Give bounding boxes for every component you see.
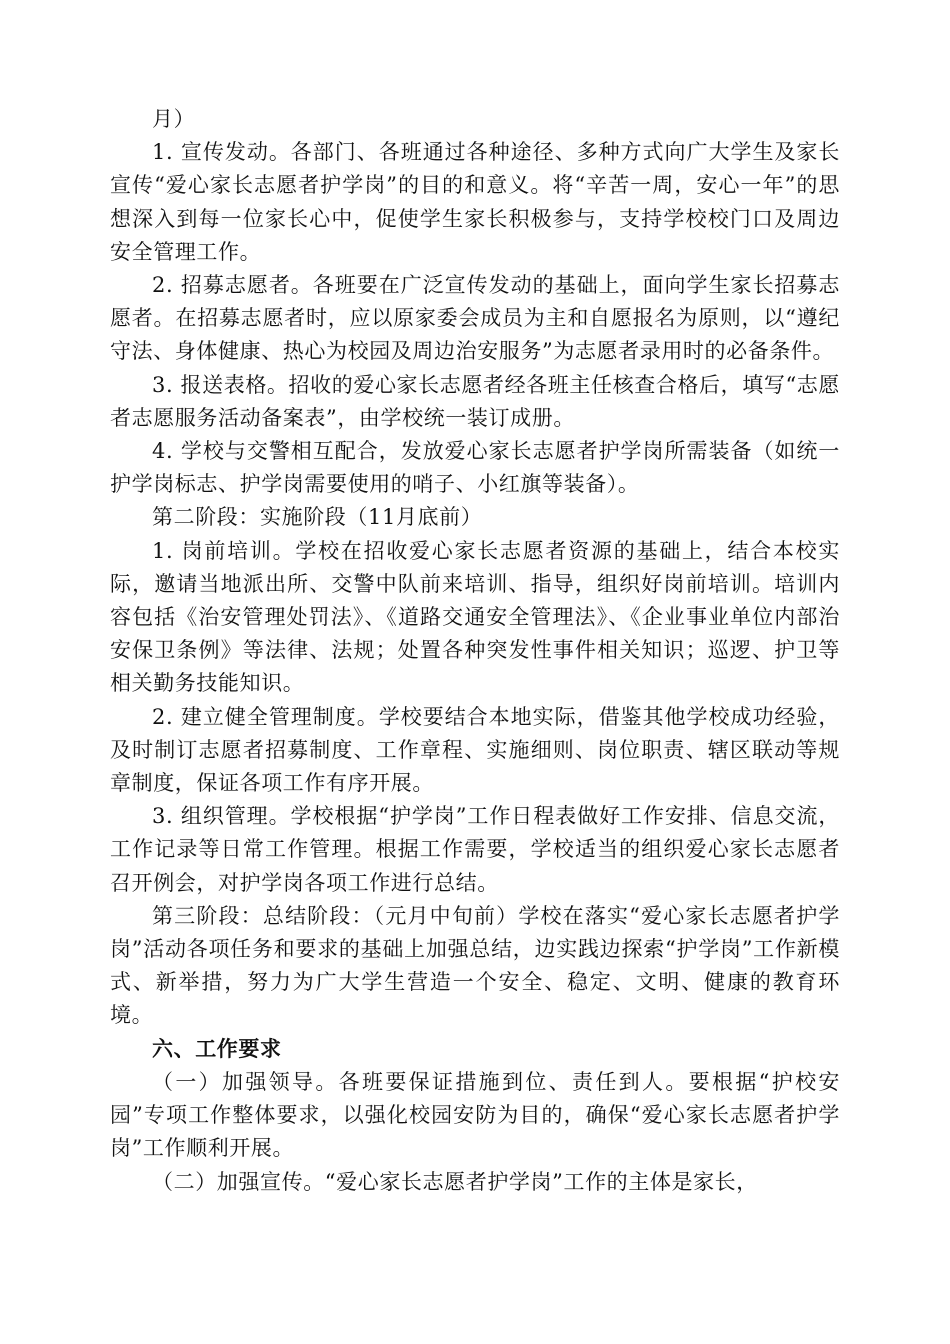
requirement-leadership: （一）加强领导。各班要保证措施到位、责任到人。要根据“护校安园”专项工作整体要求，以强化校园安防为目的，确保“爱心家长志愿者护学岗”工作顺利开展。 [110,1069,840,1161]
paragraph-publicity: 1. 宣传发动。各部门、各班通过各种途径、多种方式向广大学生及家长宣传“爱心家长志愿者护学岗”的目的和意义。将“辛苦一周，安心一年”的思想深入到每一位家长心中，促使学生家长积极参与，支持学校校门口及周边安全管理工作。 [110,140,840,264]
paragraph-training: 1. 岗前培训。学校在招收爱心家长志愿者资源的基础上，结合本校实际，邀请当地派出所、交警中队前来培训、指导，组织好岗前培训。培训内容包括《治安管理处罚法》、《道路交通安全管理法》、《企业事业单位内部治安保卫条例》等法律、法规；处置各种突发性事件相关知识；巡逻、护卫等相关勤务技能知识。 [110,538,840,696]
paragraph-stage-three: 第三阶段：总结阶段：（元月中旬前）学校在落实“爱心家长志愿者护学岗”活动各项任务和要求的基础上加强总结，边实践边探索“护学岗”工作新模式、新举措，努力为广大学生营造一个安全、稳定、文明、健康的教育环境。 [110,903,840,1028]
paragraph-management-system: 2. 建立健全管理制度。学校要结合本地实际，借鉴其他学校成功经验，及时制订志愿者招募制度、工作章程、实施细则、岗位职责、辖区联动等规章制度，保证各项工作有序开展。 [110,704,840,796]
paragraph-equipment: 4. 学校与交警相互配合，发放爱心家长志愿者护学岗所需装备（如统一护学岗标志、护学岗需要使用的哨子、小红旗等装备）。 [110,439,840,497]
paragraph-forms: 3. 报送表格。招收的爱心家长志愿者经各班主任核查合格后，填写“志愿者志愿服务活动备案表”，由学校统一装订成册。 [110,372,840,430]
section-heading: 六、工作要求 [152,1036,282,1061]
requirement-publicity: （二）加强宣传。“爱心家长志愿者护学岗”工作的主体是家长， [152,1169,758,1194]
paragraph-recruit: 2. 招募志愿者。各班要在广泛宣传发动的基础上，面向学生家长招募志愿者。在招募志愿者时，应以原家委会成员为主和自愿报名为原则，以“遵纪守法、身体健康、热心为校园及周边治安服务”为志愿者录用时的必备条件。 [110,273,840,364]
paragraph-organization: 3. 组织管理。学校根据“护学岗”工作日程表做好工作安排、信息交流，工作记录等日常工作管理。根据工作需要，学校适当的组织爱心家长志愿者召开例会，对护学岗各项工作进行总结。 [110,804,840,895]
paragraph-continuation: 月） [152,107,196,131]
paragraph-stage-two: 第二阶段：实施阶段（11月底前） [152,505,483,530]
document-body [110,103,840,1199]
